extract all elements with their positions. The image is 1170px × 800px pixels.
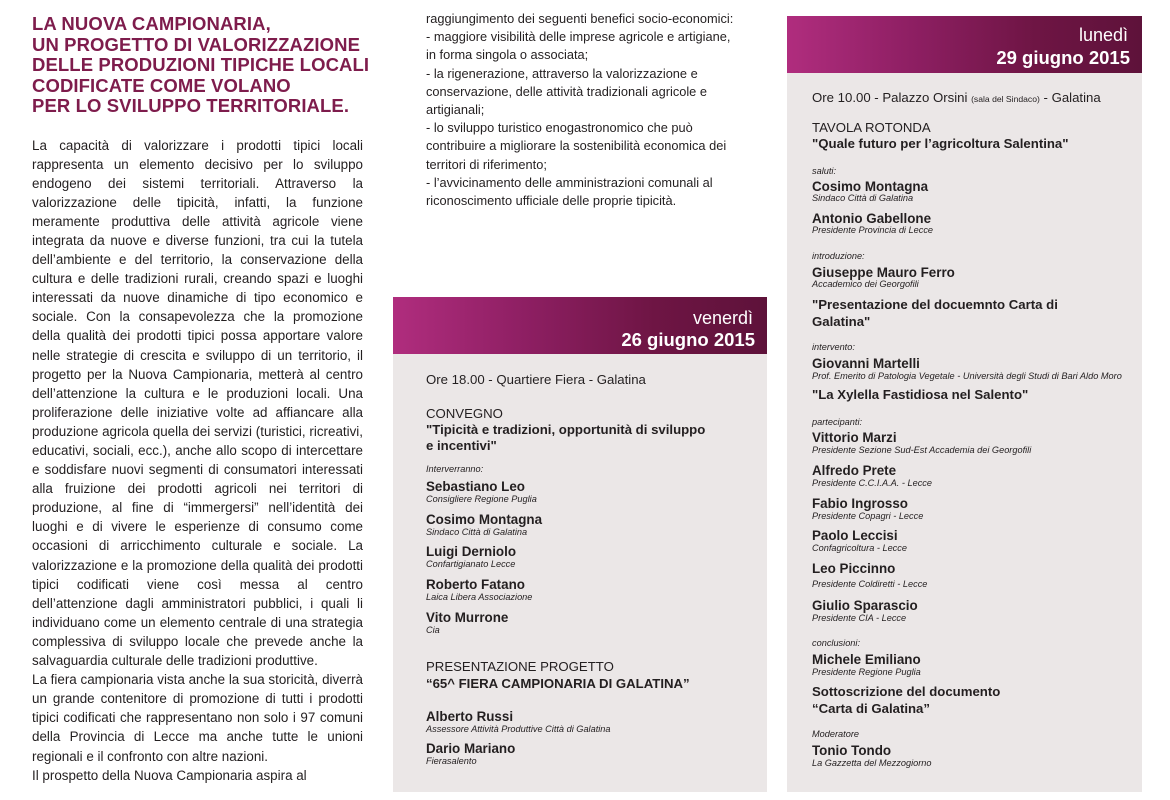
benefits-line: conservazione, delle attività tradizionali agricole e — [426, 83, 707, 99]
speaker-role: Confagricoltura - Lecce — [812, 543, 907, 553]
speaker-role: Assessore Attività Produttive Città di Galatina — [426, 724, 611, 734]
body-paragraph: La capacità di valorizzare i prodotti tipici locali rappresenta un elemento decisivo per lo sviluppo endogeno dei sistemi territoriali. Attraverso la valorizzazione delle tipicità, infatti, la funzione meramente produttiva delle attività agricole viene integrata da nuove e diverse funzioni, tra cui la tutela dell’ambiente e del territorio, la conservazione della cultura e delle tradizioni rurali, creando spazi e luoghi interessati da nuove dinamiche di tipo economico e sociale. Con la consapevolezza che la promozione della qualità dei prodotti tipici possa apportare valore nelle strategie di crescita e sviluppo di un territorio, il progetto per la Nuova Campionaria, metterà al centro dell’attenzione la cultura e le produzioni locali. Una proliferazione delle iniziative volte ad affiancare alla produzione agricola quella dei servizi (turistici, ricreativi, educativi, sociali, ecc.), anche allo scopo di intercettare e soddisfare nuovi segmenti di consumatori interessati alla fruizione dei prodotti agricoli nei territori di produzione, al fine di “immergersi” nell’identità dei luoghi e di vivere le esperienze di consumo come occasioni di arricchimento culturale e sociale. La valorizzazione e la promozione della qualità dei prodotti tipici codificati viene così messa al centro dell’attenzione dagli amministratori pubblici, i quali li individuano come un elemento centrale di una strategia complessiva di sviluppo locale che prevede anche la salvaguardia culturale delle tradizioni produttive. — [32, 137, 363, 669]
friday-date: 26 giugno 2015 — [621, 329, 755, 350]
monday-date: 29 giugno 2015 — [996, 47, 1130, 68]
benefits-line: raggiungimento dei seguenti benefici socio-economici: — [426, 11, 734, 26]
monday-day: lunedì — [1078, 25, 1128, 45]
intervento-label: intervento: — [812, 342, 855, 352]
speaker-name: Fabio Ingrosso — [812, 496, 908, 511]
monday-time-place — [812, 90, 1101, 105]
monday-room: (sala del Sindaco) — [971, 94, 1040, 104]
benefits-line: riconoscimento ufficiale delle proprie tipicità. — [426, 193, 677, 209]
benefits-line: in forma singola o associata; — [426, 47, 589, 63]
speaker-role: Presidente Provincia di Lecce — [812, 225, 934, 235]
speaker-name: Leo Piccinno — [812, 561, 896, 576]
speaker-role: Presidente Coldiretti - Lecce — [812, 579, 928, 589]
benefits-line: - maggiore visibilità delle imprese agricole e artigiane, — [426, 29, 731, 45]
presentation-title: “65^ FIERA CAMPIONARIA DI GALATINA” — [426, 676, 690, 691]
benefits-line: contribuire a migliorare la sostenibilità economica dei — [426, 138, 727, 154]
monday-program-panel — [787, 16, 1142, 792]
speaker-name: Vittorio Marzi — [812, 430, 897, 445]
presentation-label: PRESENTAZIONE PROGETTO — [426, 659, 614, 674]
speaker-name: Dario Mariano — [426, 741, 516, 756]
main-title — [32, 13, 370, 117]
speaker-role: Sindaco Città di Galatina — [812, 193, 914, 203]
speaker-role: Presidente Sezione Sud-Est Accademia dei Georgofili — [812, 445, 1032, 455]
speaker-name: Giovanni Martelli — [812, 356, 920, 371]
friday-day: venerdì — [692, 308, 753, 328]
speaker-name: Vito Murrone — [426, 610, 509, 625]
document-title: "Presentazione del docuemnto Carta di — [812, 297, 1058, 312]
convegno-label: CONVEGNO — [426, 406, 503, 421]
intro-column — [32, 13, 370, 785]
title-line: CODIFICATE COME VOLANO — [32, 74, 291, 96]
speaker-name: Alberto Russi — [426, 709, 514, 724]
title-line: LA NUOVA CAMPIONARIA, — [32, 13, 271, 34]
benefits-line: artigianali; — [426, 102, 485, 118]
speaker-name: Antonio Gabellone — [812, 211, 932, 226]
title-line: DELLE PRODUZIONI TIPICHE LOCALI — [32, 54, 370, 75]
sottoscrizione-title: Sottoscrizione del documento — [812, 684, 1001, 699]
speaker-name: Sebastiano Leo — [426, 479, 525, 494]
speaker-name: Luigi Derniolo — [426, 544, 517, 559]
speaker-name: Cosimo Montagna — [426, 512, 543, 527]
speaker-role: Presidente Regione Puglia — [812, 667, 921, 677]
speaker-role: Accademico dei Georgofili — [812, 279, 919, 289]
speaker-name: Giulio Sparascio — [812, 598, 918, 613]
sottoscrizione-title: “Carta di Galatina” — [812, 701, 930, 716]
speaker-role: Sindaco Città di Galatina — [426, 527, 528, 537]
speaker-name: Cosimo Montagna — [812, 179, 929, 194]
convegno-title: "Tipicità e tradizioni, opportunità di sviluppo — [426, 422, 706, 437]
speaker-name: Paolo Leccisi — [812, 528, 898, 543]
speaker-role: Prof. Emerito di Patologia Vegetale - Università degli Studi di Bari Aldo Moro — [812, 371, 1122, 381]
friday-time-place: Ore 18.00 - Quartiere Fiera - Galatina — [426, 372, 646, 387]
intro-label: introduzione: — [812, 251, 865, 261]
speaker-role: Cia — [426, 625, 440, 635]
xylella-title: "La Xylella Fastidiosa nel Salento" — [812, 387, 1029, 402]
partecipanti-label: partecipanti: — [812, 417, 863, 427]
speaker-role: La Gazzetta del Mezzogiorno — [812, 758, 932, 768]
title-line: UN PROGETTO DI VALORIZZAZIONE — [32, 33, 361, 55]
speaker-role: Laica Libera Associazione — [426, 592, 533, 602]
speaker-name: Roberto Fatano — [426, 577, 525, 592]
benefits-line: - l’avvicinamento delle amministrazioni comunali al — [426, 174, 713, 190]
speaker-role: Presidente C.C.I.A.A. - Lecce — [812, 478, 932, 488]
tavola-title: "Quale futuro per l’agricoltura Salentina" — [812, 136, 1069, 151]
benefits-line: - la rigenerazione, attraverso la valorizzazione e — [426, 65, 698, 81]
friday-program-panel — [393, 297, 767, 792]
convegno-title: e incentivi" — [426, 438, 497, 453]
body-paragraph: La fiera campionaria vista anche la sua storicità, diverrà un grande contenitore di promozione di tutti i prodotti tipici codificati che rappresentano non solo i 97 comuni della Provincia di Lecce ma anche tutte le unioni regionali e il confronto con altre nazioni. — [32, 672, 363, 764]
speaker-role: Consigliere Regione Puglia — [426, 494, 537, 504]
speaker-role: Presidente CIA - Lecce — [812, 613, 907, 623]
speaker-name: Alfredo Prete — [812, 463, 897, 478]
benefits-text — [426, 10, 762, 210]
speaker-name: Tonio Tondo — [812, 743, 892, 758]
document-title: Galatina" — [812, 314, 871, 329]
speaker-name: Michele Emiliano — [812, 652, 921, 667]
saluti-label: saluti: — [812, 166, 837, 176]
benefits-line: territori di riferimento; — [426, 156, 547, 172]
body-paragraph: Il prospetto della Nuova Campionaria aspira al — [32, 767, 307, 783]
title-line: PER LO SVILUPPO TERRITORIALE. — [32, 95, 350, 116]
benefits-line: - lo sviluppo turistico enogastronomico che può — [426, 120, 693, 136]
conclusioni-label: conclusioni: — [812, 638, 861, 648]
moderatore-label: Moderatore — [812, 729, 859, 739]
monday-place: - Galatina — [1039, 90, 1101, 105]
monday-time: Ore 10.00 - Palazzo Orsini — [812, 90, 972, 105]
speaker-name: Giuseppe Mauro Ferro — [812, 265, 955, 280]
speaker-role: Presidente Copagri - Lecce — [812, 511, 924, 521]
friday-date-band — [393, 297, 767, 354]
tavola-label: TAVOLA ROTONDA — [812, 120, 931, 135]
speaker-role: Fierasalento — [426, 756, 477, 766]
monday-date-band — [787, 16, 1142, 73]
speakers-label: Interverranno: — [426, 464, 484, 474]
speaker-role: Confartigianato Lecce — [426, 559, 516, 569]
